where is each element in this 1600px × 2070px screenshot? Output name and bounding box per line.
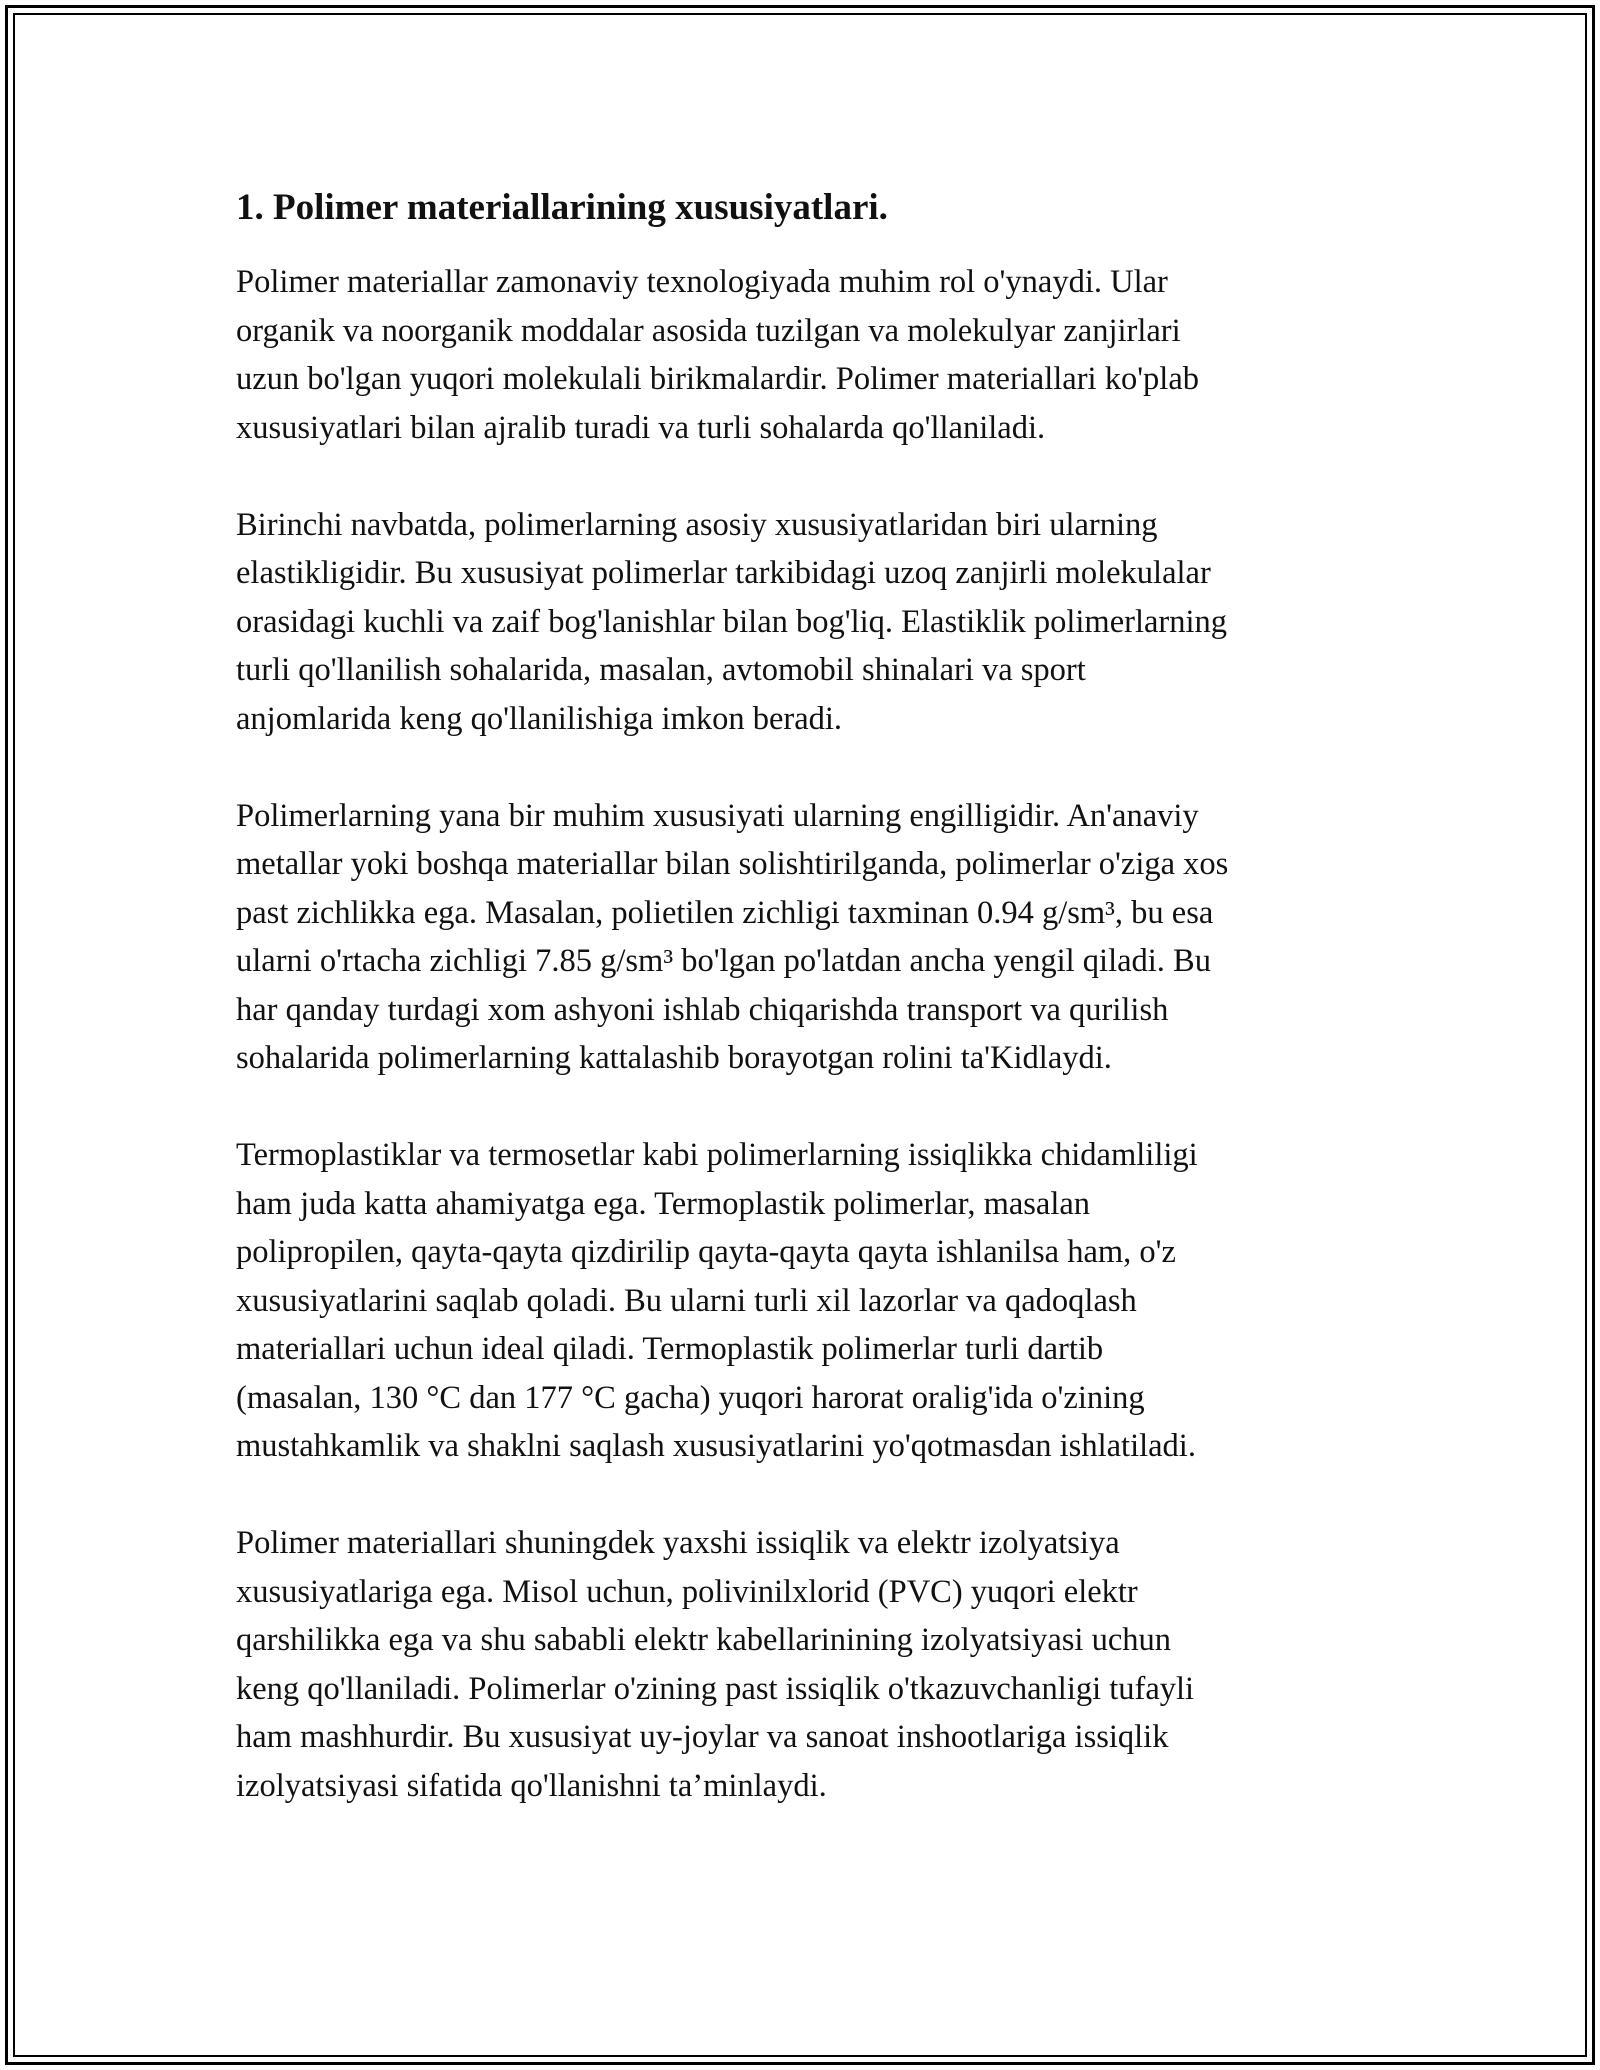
paragraph-5	[236, 1519, 1376, 1810]
text-line: organik va noorganik moddalar asosida tuzilgan va molekulyar zanjirlari	[236, 312, 1181, 349]
text-line: orasidagi kuchli va zaif bog'lanishlar bilan bog'liq. Elastiklik polimerlarning	[236, 603, 1227, 640]
text-line: mustahkamlik va shaklni saqlash xususiyatlarini yo'qotmasdan ishlatiladi.	[236, 1428, 1196, 1464]
text-line: ularni o'rtacha zichligi 7.85 g/sm³ bo'lgan po'latdan ancha yengil qiladi. Bu	[236, 943, 1211, 979]
text-line: ham mashhurdir. Bu xususiyat uy-joylar va sanoat inshootlariga issiqlik	[236, 1719, 1169, 1755]
text-line: ham juda katta ahamiyatga ega. Termoplastik polimerlar, masalan	[236, 1185, 1091, 1222]
text-line: polipropilen, qayta-qayta qizdirilip qayta-qayta qayta ishlanilsa ham, o'z	[236, 1234, 1176, 1270]
text-line: xususiyatlarini saqlab qoladi. Bu ularni turli xil lazorlar va qadoqlash	[236, 1282, 1137, 1319]
text-line: xususiyatlari bilan ajralib turadi va turli sohalarda qo'llaniladi.	[236, 409, 1046, 446]
text-line: Polimerlarning yana bir muhim xususiyati ularning engilligidir. An'anaviy	[236, 797, 1199, 834]
text-line: Birinchi navbatda, polimerlarning asosiy xususiyatlaridan biri ularning	[236, 506, 1158, 543]
text-line: elastikligidir. Bu xususiyat polimerlar tarkibidagi uzoq zanjirli molekulalar	[236, 555, 1211, 591]
text-line: har qanday turdagi xom ashyoni ishlab chiqarishda transport va qurilish	[236, 991, 1169, 1028]
text-line: metallar yoki boshqa materiallar bilan solishtirilganda, polimerlar o'ziga xos	[236, 846, 1229, 882]
paragraph-2	[236, 501, 1376, 744]
text-line: turli qo'llanilish sohalarida, masalan, avtomobil shinalari va sport	[236, 652, 1086, 688]
text-line: qarshilikka ega va shu sababli elektr kabellarinining izolyatsiyasi uchun	[236, 1622, 1172, 1658]
section-heading: 1. Polimer materiallarining xususiyatlari.	[236, 187, 888, 228]
text-line: anjomlarida keng qo'llanilishiga imkon beradi.	[236, 700, 843, 737]
paragraph-1	[236, 258, 1376, 452]
text-line: past zichlikka ega. Masalan, polietilen zichligi taxminan 0.94 g/sm³, bu esa	[236, 894, 1214, 931]
text-line: Termoplastiklar va termosetlar kabi polimerlarning issiqlikka chidamliligi	[236, 1137, 1198, 1173]
text-line: Polimer materiallari shuningdek yaxshi issiqlik va elektr izolyatsiya	[236, 1525, 1120, 1561]
text-line: xususiyatlariga ega. Misol uchun, polivinilxlorid (PVC) yuqori elektr	[236, 1573, 1138, 1610]
paragraph-4	[236, 1131, 1376, 1471]
text-line: keng qo'llaniladi. Polimerlar o'zining past issiqlik o'tkazuvchanligi tufayli	[236, 1670, 1195, 1707]
text-line: izolyatsiyasi sifatida qo'llanishni ta’minlaydi.	[236, 1767, 827, 1804]
text-line: materiallari uchun ideal qiladi. Termoplastik polimerlar turli dartib	[236, 1331, 1104, 1367]
paragraph-3	[236, 792, 1376, 1083]
text-line: uzun bo'lgan yuqori molekulali birikmalardir. Polimer materiallari ko'plab	[236, 361, 1200, 397]
text-line: sohalarida polimerlarning kattalashib borayotgan rolini ta'Kidlaydi.	[236, 1040, 1112, 1076]
text-line: Polimer materiallar zamonaviy texnologiyada muhim rol o'ynaydi. Ular	[236, 264, 1168, 300]
document-body	[236, 184, 1376, 1859]
text-line: (masalan, 130 °C dan 177 °C gacha) yuqori harorat oralig'ida o'zining	[236, 1379, 1145, 1416]
